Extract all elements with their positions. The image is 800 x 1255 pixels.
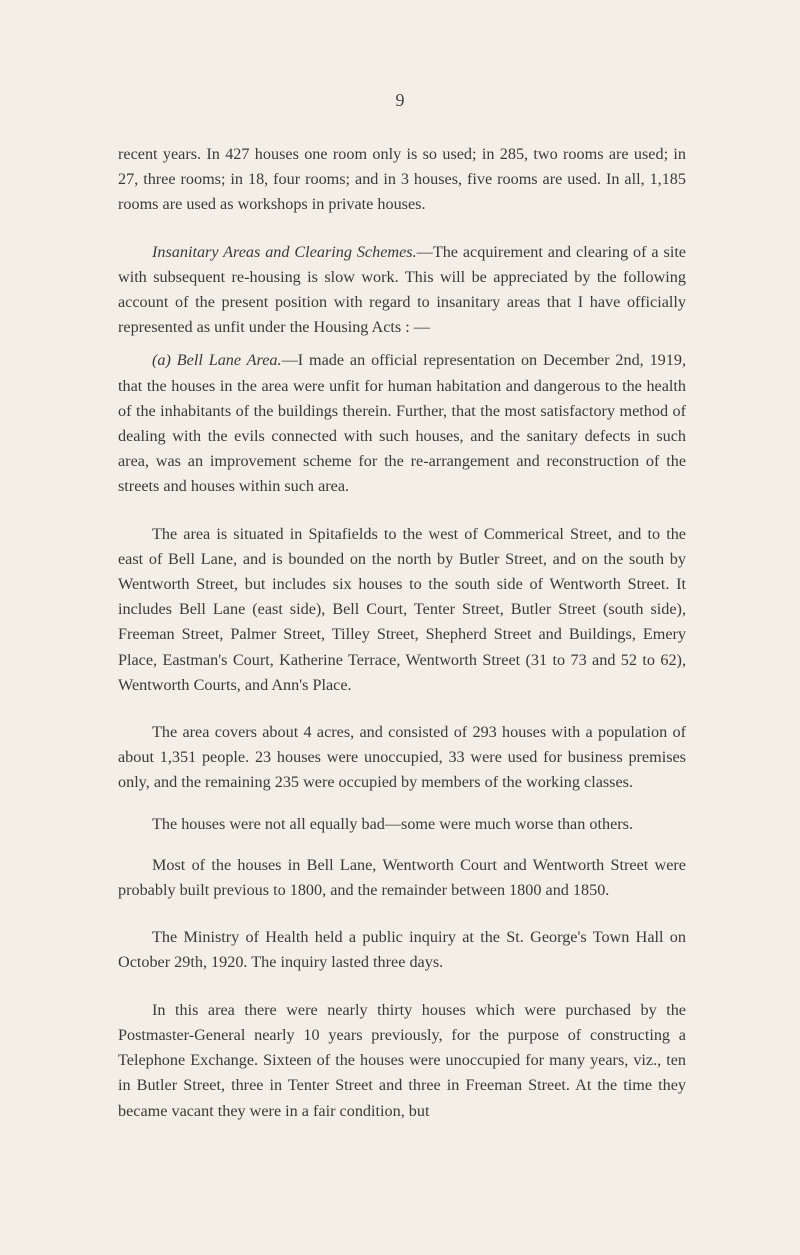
subsection-label: (a) (152, 351, 171, 370)
body-text (118, 142, 686, 1140)
paragraph-public-inquiry (118, 925, 686, 975)
section-heading: Insanitary Areas and Clearing Schemes. (152, 242, 417, 261)
paragraph-bell-lane-area (118, 348, 686, 499)
paragraph-text: —I made an official representation on December 2nd, 1919, that the houses in the area were unfit for human habitation and dangerous to the health of the inhabitants of the buildings therein. Further, that the most satisfactory method of dealing with the evils connected with such houses, and the sanitary defects in such area, was an improvement scheme for the re-arrangement and reconstruction of the streets and houses within such area. (118, 351, 687, 496)
paragraph-text: In this area there were nearly thirty houses which were purchased by the Postmaster-General nearly 10 years previously, for the purpose of constructing a Telephone Exchange. Sixteen of the houses were unoccupied for many years, viz., ten in Butler Street, three in Tenter Street and three in Freeman Street. At the time they became vacant they were in a fair condition, but (118, 1000, 686, 1120)
paragraph-insanitary-areas (118, 240, 686, 341)
paragraph-text: recent years. In 427 houses one room only is so used; in 285, two rooms are used; in 27, three rooms; in 18, four rooms; and in 3 houses, five rooms are used. In all, 1,185 rooms are used as workshops in private houses. (118, 145, 686, 214)
paragraph-text: The area covers about 4 acres, and consisted of 293 houses with a population of about 1,351 people. 23 houses were unoccupied, 33 were used for business premises only, and the remaining 235 were occupied by members of the working classes. (118, 723, 686, 792)
paragraph-house-age (118, 853, 686, 903)
subsection-heading: Bell Lane Area. (176, 351, 282, 370)
page-number: 9 (395, 90, 405, 110)
paragraph-workshops (118, 142, 686, 218)
paragraph-area-population (118, 720, 686, 796)
paragraph-text: The Ministry of Health held a public inquiry at the St. George's Town Hall on October 29th, 1920. The inquiry lasted three days. (118, 928, 686, 972)
paragraph-text: The area is situated in Spitafields to the west of Commerical Street, and to the east of Bell Lane, and is bounded on the north by Butler Street, and on the south by Wentworth Street, but includes six houses to the south side of Wentworth Street. It includes Bell Lane (east side), Bell Court, Tenter Street, Butler Street (south side), Freeman Street, Palmer Street, Tilley Street, Shepherd Street and Buildings, Emery Place, Eastman's Court, Katherine Terrace, Wentworth Street (31 to 73 and 52 to 62), Wentworth Courts, and Ann's Place. (118, 524, 686, 694)
paragraph-text: The houses were not all equally bad—some were much worse than others. (152, 814, 633, 833)
paragraph-postmaster-houses (118, 998, 686, 1124)
paragraph-text: —The acquirement and clearing of a site with subsequent re-housing is slow work. This will be appreciated by the following account of the present position with regard to insanitary areas that I have officially represented as unfit under the Housing Acts : — (118, 242, 686, 337)
paragraph-text: Most of the houses in Bell Lane, Wentworth Court and Wentworth Street were probably built previous to 1800, and the remainder between 1800 and 1850. (118, 855, 686, 900)
paragraph-house-condition (118, 812, 686, 837)
paragraph-area-location (118, 522, 686, 698)
